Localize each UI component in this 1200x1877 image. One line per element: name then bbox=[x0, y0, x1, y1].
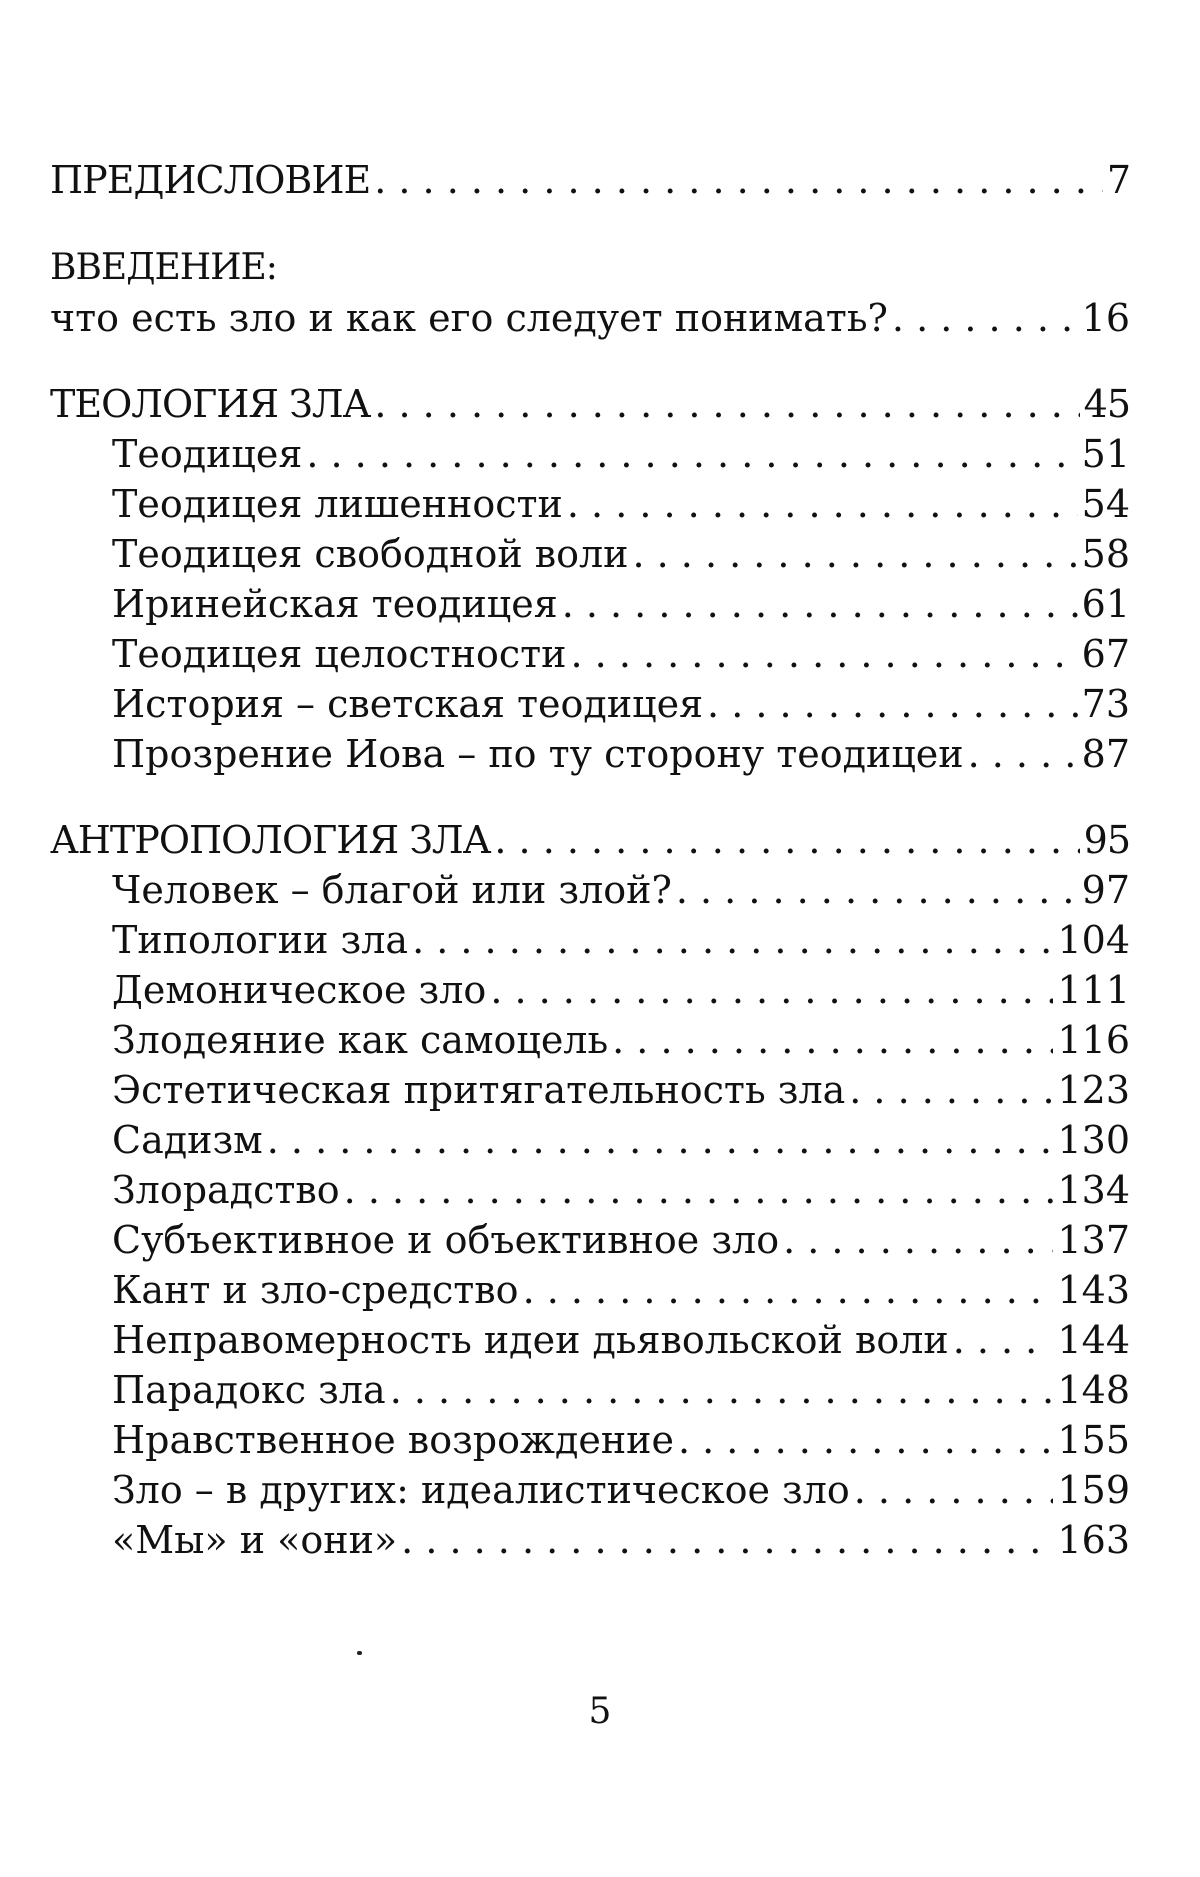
toc-entry-label: Иринейская теодицея bbox=[112, 582, 558, 626]
toc-entry-label: Парадокс зла bbox=[112, 1368, 386, 1412]
toc-subentry[interactable] bbox=[50, 865, 1130, 915]
toc-entry-label: Неправомерность идеи дьявольской воли bbox=[112, 1318, 949, 1362]
toc-entry-label: «Мы» и «они» bbox=[112, 1518, 398, 1562]
toc-entry-page: 7 bbox=[1106, 158, 1130, 202]
dot-leader bbox=[390, 1365, 1054, 1415]
toc-subentry[interactable] bbox=[50, 1065, 1130, 1115]
toc-entry-label: Кант и зло-средство bbox=[112, 1268, 519, 1312]
toc-entry-page: 116 bbox=[1057, 1018, 1130, 1062]
dot-leader bbox=[490, 965, 1053, 1015]
toc-entry-label: что есть зло и как его следует понимать? bbox=[50, 296, 888, 340]
toc-entry-page: 134 bbox=[1057, 1168, 1130, 1212]
toc-entry-page: 97 bbox=[1081, 868, 1130, 912]
dot-leader bbox=[494, 815, 1079, 865]
toc-entry-label: Демоническое зло bbox=[112, 968, 487, 1012]
toc-entry-label: Типологии зла bbox=[112, 918, 409, 962]
toc-entry-page: 45 bbox=[1083, 382, 1130, 426]
toc-entry-page: 148 bbox=[1057, 1368, 1130, 1412]
toc-entry-page: 111 bbox=[1057, 968, 1130, 1012]
dot-leader bbox=[676, 865, 1078, 915]
toc-subentry[interactable] bbox=[50, 1465, 1130, 1515]
toc-subentry[interactable] bbox=[50, 529, 1130, 579]
dot-leader bbox=[567, 479, 1078, 529]
toc-entry-page: 58 bbox=[1081, 532, 1130, 576]
toc-subentry[interactable] bbox=[50, 1015, 1130, 1065]
toc-subentry[interactable] bbox=[50, 965, 1130, 1015]
toc-entry-page: 159 bbox=[1057, 1468, 1130, 1512]
toc-entry-label: Человек – благой или злой? bbox=[112, 868, 672, 912]
dot-leader bbox=[523, 1265, 1054, 1315]
toc-entry-label: Теодицея свободной воли bbox=[112, 532, 629, 576]
dot-leader bbox=[783, 1215, 1053, 1265]
toc-entry-label: Эстетическая притягательность зла bbox=[112, 1068, 846, 1112]
dot-leader bbox=[374, 155, 1103, 205]
toc-entry-label: История – светская теодицея bbox=[112, 682, 704, 726]
toc-subentry[interactable] bbox=[50, 1215, 1130, 1265]
toc-entry-label: ПРЕДИСЛОВИЕ bbox=[50, 158, 371, 202]
toc-entry-page: 73 bbox=[1081, 682, 1130, 726]
toc-subentry[interactable] bbox=[50, 579, 1130, 629]
toc-entry-label: Зло – в других: идеалистическое зло bbox=[112, 1468, 850, 1512]
toc-entry-page: 123 bbox=[1057, 1068, 1130, 1112]
dot-leader bbox=[306, 429, 1077, 479]
dot-leader bbox=[401, 1515, 1053, 1565]
toc-entry-page: 51 bbox=[1081, 432, 1130, 476]
toc-entry-page: 54 bbox=[1081, 482, 1130, 526]
toc-section-heading-introduction: ВВЕДЕНИЕ: bbox=[50, 247, 277, 288]
dot-leader bbox=[267, 1115, 1054, 1165]
toc-entry-label: Злорадство bbox=[112, 1168, 340, 1212]
dot-leader bbox=[678, 1415, 1053, 1465]
toc-entry-label: Теодицея bbox=[112, 432, 303, 476]
print-speck bbox=[357, 1651, 362, 1655]
dot-leader bbox=[707, 679, 1078, 729]
toc-subentry[interactable] bbox=[50, 1115, 1130, 1165]
dot-leader bbox=[612, 1015, 1053, 1065]
toc-entry-label: ТЕОЛОГИЯ ЗЛА bbox=[50, 382, 371, 426]
toc-entry-label: Прозрение Иова – по ту сторону теодицеи bbox=[112, 732, 964, 776]
toc-entry-label: Теодицея целостности bbox=[112, 632, 567, 676]
toc-entry-page: 163 bbox=[1057, 1518, 1130, 1562]
toc-entry-preface[interactable] bbox=[50, 155, 1130, 205]
toc-entry-page: 104 bbox=[1057, 918, 1130, 962]
toc-entry-label: Злодеяние как самоцель bbox=[112, 1018, 609, 1062]
toc-entry-page: 143 bbox=[1057, 1268, 1130, 1312]
dot-leader bbox=[344, 1165, 1054, 1215]
toc-entry-anthropology[interactable] bbox=[50, 815, 1130, 865]
toc-entry-page: 67 bbox=[1081, 632, 1130, 676]
toc-entry-label: Теодицея лишенности bbox=[112, 482, 563, 526]
toc-entry-page: 87 bbox=[1081, 732, 1130, 776]
dot-leader bbox=[562, 579, 1078, 629]
dot-leader bbox=[412, 915, 1053, 965]
toc-entry-page: 130 bbox=[1057, 1118, 1130, 1162]
dot-leader bbox=[854, 1465, 1054, 1515]
toc-entry-page: 61 bbox=[1081, 582, 1130, 626]
toc-subentry[interactable] bbox=[50, 1415, 1130, 1465]
toc-subentry[interactable] bbox=[50, 1165, 1130, 1215]
toc-subentry[interactable] bbox=[50, 1315, 1130, 1365]
dot-leader bbox=[968, 729, 1078, 779]
dot-leader bbox=[632, 529, 1077, 579]
toc-subentry[interactable] bbox=[50, 915, 1130, 965]
toc-entry-page: 95 bbox=[1083, 818, 1130, 862]
toc-entry-label: Субъективное и объективное зло bbox=[112, 1218, 780, 1262]
table-of-contents bbox=[50, 155, 1130, 1565]
dot-leader bbox=[953, 1315, 1054, 1365]
toc-entry-label: АНТРОПОЛОГИЯ ЗЛА bbox=[50, 818, 491, 862]
toc-entry-introduction[interactable] bbox=[50, 293, 1130, 343]
page-number: 5 bbox=[588, 1691, 612, 1732]
dot-leader bbox=[571, 629, 1078, 679]
toc-entry-page: 155 bbox=[1057, 1418, 1130, 1462]
toc-entry-label: Нравственное возрождение bbox=[112, 1418, 674, 1462]
toc-entry-theology[interactable] bbox=[50, 379, 1130, 429]
toc-subentry[interactable] bbox=[50, 629, 1130, 679]
toc-subentry[interactable] bbox=[50, 479, 1130, 529]
dot-leader bbox=[374, 379, 1079, 429]
dot-leader bbox=[849, 1065, 1053, 1115]
toc-entry-page: 137 bbox=[1057, 1218, 1130, 1262]
toc-entry-page: 144 bbox=[1057, 1318, 1130, 1362]
toc-subentry[interactable] bbox=[50, 679, 1130, 729]
toc-entry-label: Садизм bbox=[112, 1118, 263, 1162]
toc-subentry[interactable] bbox=[50, 429, 1130, 479]
dot-leader bbox=[892, 293, 1078, 343]
toc-entry-page: 16 bbox=[1081, 296, 1130, 340]
toc-subentry[interactable] bbox=[50, 1515, 1130, 1565]
toc-subentry[interactable] bbox=[50, 729, 1130, 779]
toc-subentry[interactable] bbox=[50, 1265, 1130, 1315]
toc-subentry[interactable] bbox=[50, 1365, 1130, 1415]
